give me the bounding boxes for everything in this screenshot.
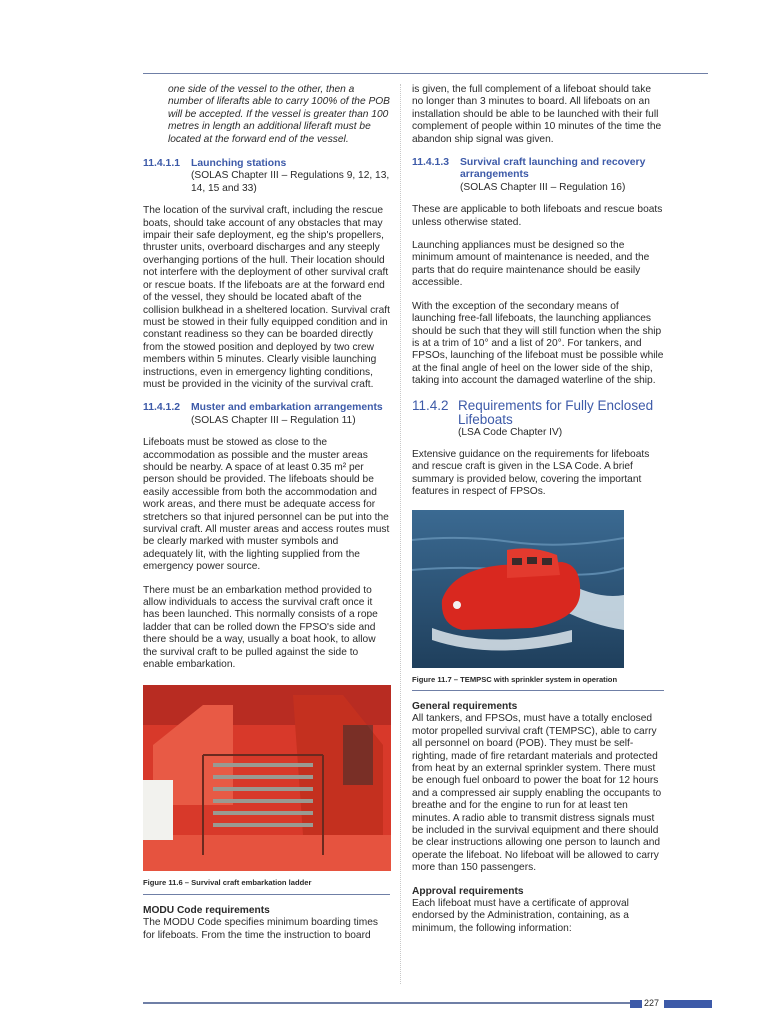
section-number: 11.4.1.1 bbox=[143, 158, 180, 170]
left-column bbox=[143, 84, 390, 953]
paragraph: All tankers, and FPSOs, must have a totally enclosed motor propelled survival craft (TEMPSC), able to carry all personnel on board (POB). They must be self-righting, made of fire retardant materials and protected from heat by an external sprinkler system. There must be enough fuel onboard to power the boat for 12 hours and a compressed air supply enabling the occupants to breathe and for the engine to run for at least ten minutes. A radio able to transmit distress signals must be included in the survival equipment and there should be clear instructions allowing one person to launch and operate the lifeboat. No lifeboat will be allowed to carry more than 150 passengers. bbox=[412, 713, 662, 874]
paragraph: With the exception of the secondary means of launching free-fall lifeboats, the launching appliances should be such that they will still function when the ship is at a trim of 10° and a list of 20°. For tankers, and FPSOs, launching of the lifeboat must be possible while at the final angle of heel on the lower side of the ship, taking into account the damaged waterline of the ship. bbox=[412, 300, 664, 387]
section-heading-enclosed-lifeboats bbox=[412, 399, 664, 427]
column-divider bbox=[400, 84, 401, 984]
right-column bbox=[412, 84, 664, 946]
intro-italic-text: one side of the vessel to the other, then a number of liferafts able to carry 100% of the POB will be accepted. If the vessel is greater than 100 metres in length an additional liferaft must be located at the forward end of the vessel. bbox=[168, 84, 390, 145]
paragraph: is given, the full complement of a lifeboat should take no longer than 3 minutes to board. All lifeboats on an installation should be able to be launched with their full complement of people within 10 minutes of the time the abandon ship signal was given. bbox=[412, 84, 662, 145]
section-number: 11.4.1.2 bbox=[143, 402, 180, 414]
section-title: Survival craft launching and recovery arrangements bbox=[460, 157, 646, 181]
paragraph: There must be an embarkation method provided to allow individuals to access the survival craft once it has been launched. This normally consists of a rope ladder that can be rolled down the FPSO's side and there should be a way, usually a boat hook, to allow the survival craft to be pulled against the side to enable embarkation. bbox=[143, 584, 378, 671]
section-title: Requirements for Fully Enclosed Lifeboats bbox=[458, 397, 654, 427]
section-reference: (SOLAS Chapter III – Regulations 9, 12, 13, 14, 15 and 33) bbox=[191, 170, 390, 194]
section-title: Launching stations bbox=[191, 158, 287, 170]
figure-caption: Figure 11.6 – Survival craft embarkation ladder bbox=[143, 877, 390, 894]
paragraph: The MODU Code specifies minimum boarding times for lifeboats. From the time the instruction to board bbox=[143, 917, 378, 941]
section-reference: (SOLAS Chapter III – Regulation 11) bbox=[191, 414, 356, 426]
page-number: 227 bbox=[644, 998, 660, 1008]
top-rule bbox=[143, 73, 708, 74]
section-heading-muster-embarkation bbox=[143, 402, 390, 414]
paragraph: These are applicable to both lifeboats and rescue boats unless otherwise stated. bbox=[412, 204, 663, 228]
figure-caption: Figure 11.7 – TEMPSC with sprinkler system in operation bbox=[412, 674, 664, 691]
section-number: 11.4.2 bbox=[412, 397, 449, 413]
subheading-approval-requirements: Approval requirements bbox=[412, 885, 524, 897]
tempsc-lifeboat-photo bbox=[412, 510, 624, 668]
section-number: 11.4.1.3 bbox=[412, 157, 449, 169]
section-reference: (SOLAS Chapter III – Regulation 16) bbox=[460, 181, 626, 193]
subheading-modu-code: MODU Code requirements bbox=[143, 904, 270, 916]
paragraph: Each lifeboat must have a certificate of approval endorsed by the Administration, containing, as a minimum, the following information: bbox=[412, 898, 629, 934]
paragraph: The location of the survival craft, including the rescue boats, should take account of any obstacles that may impair their safe deployment, eg the ship's propellers, thruster units, overboard discharges and any steeply overhanging portions of the hull. Their location should not interfere with the deployment of other survival craft or rescue boats. If the lifeboats are at the forward end of the vessel, they should be located abaft of the collision bulkhead in a sheltered location. Survival craft must be stowed in their fully equipped condition and in constant readiness so they can be boarded directly from the stowed position and deployed by two crew members within 5 minutes. Clearly visible launching instructions, even in emergency lighting conditions, must be provided in the vicinity of the survival craft. bbox=[143, 205, 390, 390]
section-heading-launching-stations bbox=[143, 158, 390, 170]
section-heading-launching-recovery bbox=[412, 157, 664, 182]
paragraph: Launching appliances must be designed so the minimum amount of maintenance is needed, and the parts that do require maintenance should be easily accessible. bbox=[412, 240, 650, 289]
section-title: Muster and embarkation arrangements bbox=[191, 402, 383, 414]
footer-bar bbox=[664, 1000, 712, 1008]
footer-marker bbox=[630, 1000, 642, 1008]
paragraph: Lifeboats must be stowed as close to the accommodation as possible and the muster areas should be nearby. A space of at least 0.35 m² per person should be provided. The lifeboats should be easily accessible from both the accommodation and work areas, and there must be adequate access for stretchers so that injured personnel can be put into the survival craft. All muster areas and access routes must be clearly marked with muster symbols and adequately lit, with the lighting supplied from the emergency power source. bbox=[143, 437, 390, 573]
section-reference: (LSA Code Chapter IV) bbox=[458, 426, 563, 438]
embarkation-ladder-photo bbox=[143, 685, 391, 871]
footer-rule bbox=[143, 1002, 630, 1004]
paragraph: Extensive guidance on the requirements for lifeboats and rescue craft is given in the LSA Code. A brief summary is provided below, covering the important features in respect of FPSOs. bbox=[412, 448, 650, 498]
subheading-general-requirements: General requirements bbox=[412, 700, 518, 712]
